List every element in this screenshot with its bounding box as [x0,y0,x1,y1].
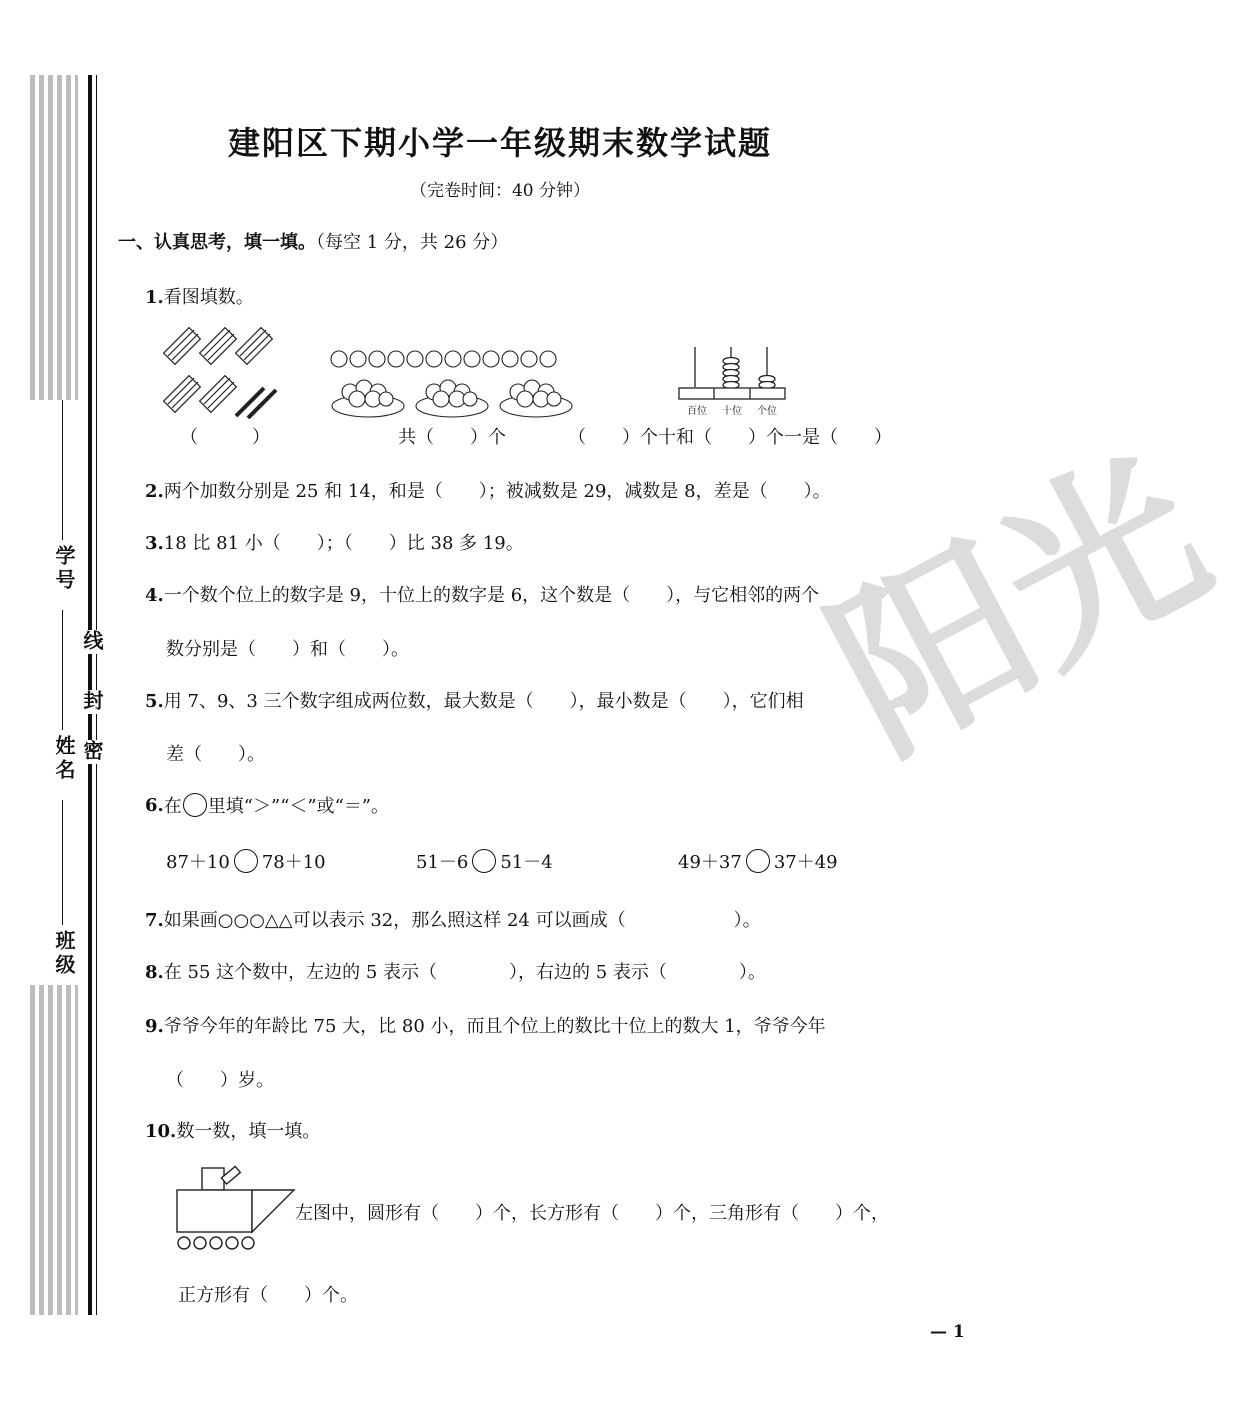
compare-left: 87＋10 [166,852,230,873]
question-text-post: 里填“＞”“＜”或“＝”。 [207,796,390,817]
question-number: 8. [145,962,164,983]
compare-right: 51－4 [500,852,553,873]
name-label: 姓名 [52,735,76,783]
question-9-cont[interactable]: （ ）岁。 [166,1070,274,1091]
question-8 [145,958,766,984]
section-score: （每空 1 分，共 26 分） [316,232,509,253]
class-field[interactable] [62,800,63,925]
question-text[interactable]: 如果画○○○△△可以表示 32，那么照这样 24 可以画成（ ）。 [163,910,761,931]
question-number: 3. [145,533,164,554]
compare-pair-2 [416,848,553,874]
question-3 [145,529,524,555]
question-10-cont2[interactable]: 正方形有（ ）个。 [178,1285,358,1306]
q1-blank-b[interactable]: 共（ ）个 [398,427,506,448]
question-text[interactable]: 用 7、9、3 三个数字组成两位数，最大数是（ ），最小数是（ ），它们相 [163,691,804,712]
question-number: 1. [145,287,164,308]
single-stick [236,388,264,416]
bundle-4 [164,376,201,413]
question-number: 2. [145,481,164,502]
class-label: 班级 [52,930,76,978]
question-text: 数一数，填一填。 [176,1121,321,1142]
seal-char-feng: 封 [78,690,107,714]
question-4 [145,581,819,607]
question-number: 5. [145,691,164,712]
bundle-3 [236,328,273,365]
question-number: 6. [145,794,164,816]
question-10-cont[interactable]: 左图中，圆形有（ ）个，长方形有（ ）个，三角形有（ ）个， [295,1203,889,1224]
question-number: 9. [145,1016,164,1037]
question-text[interactable]: 一个数个位上的数字是 9，十位上的数字是 6，这个数是（ ），与它相邻的两个 [163,585,820,606]
compare-circle[interactable] [234,849,258,873]
question-number: 10. [145,1121,177,1142]
question-5-cont[interactable]: 差（ ）。 [166,744,265,765]
seal-char-mi: 密 [78,740,107,764]
compare-left: 51－6 [416,852,469,873]
compare-right: 37＋49 [773,852,838,873]
stick-bundles-image [160,328,280,420]
compare-right: 78＋10 [261,852,326,873]
seal-char-xian: 线 [78,630,107,654]
watermark: 阳光 [798,416,1240,793]
question-text: 看图填数。 [163,287,254,308]
compare-pair-3 [678,848,838,874]
body-rectangle [177,1190,252,1232]
page-title: 建阳区下期小学一年级期末数学试题 [227,124,772,162]
student-id-field[interactable] [62,400,63,540]
bundle-5 [200,376,237,413]
question-4-cont[interactable]: 数分别是（ ）和（ ）。 [166,639,409,660]
question-6 [145,792,389,818]
circle-icon [183,793,207,817]
q1-blank-c[interactable]: （ ）个十和（ ）个一是（ ） [568,427,892,448]
section-heading [118,228,508,254]
question-text[interactable]: 爷爷今年的年龄比 75 大，比 80 小，而且个位上的数比十位上的数大 1，爷爷今年 [163,1016,826,1037]
exam-duration: （完卷时间：40 分钟） [409,181,591,201]
abacus-label-tens: 十位 [722,406,742,417]
margin-stripe-bottom [30,985,78,1315]
question-text[interactable]: 18 比 81 小（ ）；（ ）比 38 多 19。 [163,533,524,554]
question-7 [145,906,761,932]
question-1 [145,283,254,309]
question-2 [145,477,831,503]
question-number: 7. [145,910,164,931]
bundle-1 [164,328,201,365]
question-9 [145,1012,826,1038]
section-title: 一、认真思考，填一填。 [118,232,316,253]
question-number: 4. [145,585,164,606]
apples-image [330,348,575,420]
compare-circle[interactable] [472,849,496,873]
compare-circle[interactable] [746,849,770,873]
small-square [202,1168,224,1190]
abacus-label-ones: 个位 [757,406,777,417]
student-id-label: 学号 [52,545,76,593]
q1-blank-a[interactable]: （ ） [180,427,270,448]
compare-pair-1 [166,848,326,874]
question-text-pre: 在 [163,796,182,817]
ram-triangle [252,1190,294,1232]
shape-figure [172,1165,297,1255]
page-number: — 1 [930,1322,965,1342]
bundle-2 [200,328,237,365]
single-stick [248,390,276,418]
compare-left: 49＋37 [678,852,742,873]
question-5 [145,687,804,713]
question-10 [145,1117,320,1143]
abacus-label-hundreds: 百位 [687,406,707,417]
name-field[interactable] [62,610,63,730]
question-text[interactable]: 两个加数分别是 25 和 14，和是（ ）；被减数是 29，减数是 8，差是（ ）。 [163,481,831,502]
abacus-image [678,345,788,400]
question-text[interactable]: 在 55 这个数中，左边的 5 表示（ ），右边的 5 表示（ ）。 [163,962,766,983]
